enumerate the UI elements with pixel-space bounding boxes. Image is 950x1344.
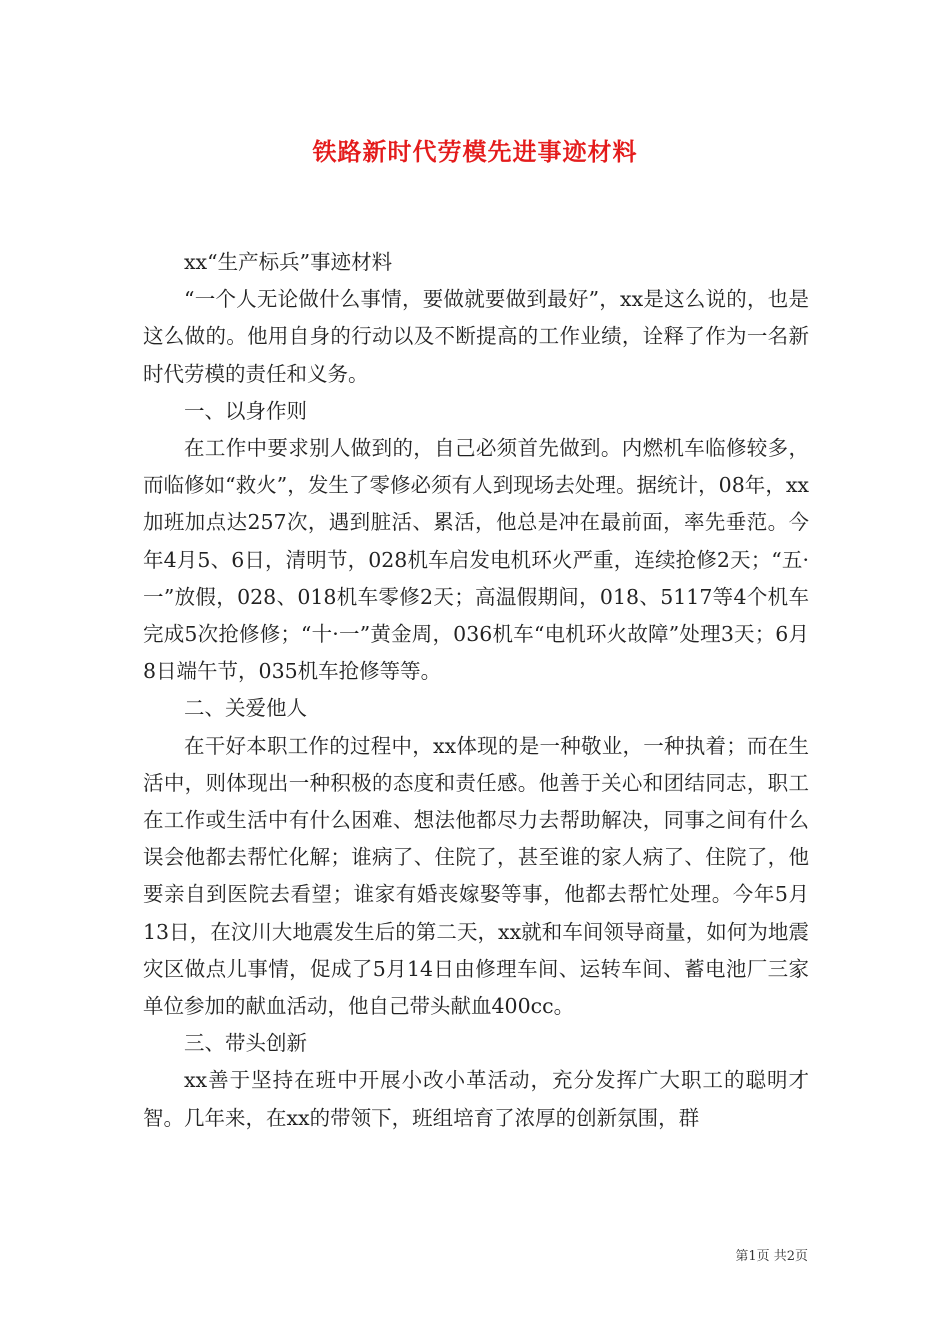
- document-title: 铁路新时代劳模先进事迹材料: [312, 137, 638, 166]
- paragraph: 在工作中要求别人做到的，自己必须首先做到。内燃机车临修较多，而临修如“救火”，发生了零修必须有人到现场去处理。据统计，08年，xx加班加点达257次，遇到脏活、累活，他总是冲在最前面，率先垂范。今年4月5、6日，清明节，028机车启发电机环火严重，连续抢修2天；“五·一”放假，028、018机车零修2天；高温假期间，018、5117等4个机车完成5次抢修修；“十·一”黄金周，036机车“电机环火故障”处理3天；6月8日端午节，035机车抢修等等。: [143, 436, 809, 684]
- paragraph: 在干好本职工作的过程中，xx体现的是一种敬业，一种执着；而在生活中，则体现出一种积极的态度和责任感。他善于关心和团结同志，职工在工作或生活中有什么困难、想法他都尽力去帮助解决，同事之间有什么误会他都去帮忙化解；谁病了、住院了，甚至谁的家人病了、住院了，他要亲自到医院去看望；谁家有婚丧嫁娶等事，他都去帮忙处理。今年5月13日，在汶川大地震发生后的第二天，xx就和车间领导商量，如何为地震灾区做点儿事情，促成了5月14日由修理车间、运转车间、蓄电池厂三家单位参加的献血活动，他自己带头献血400cc。: [143, 733, 809, 1019]
- paragraph: “一个人无论做什么事情，要做就要做到最好”，xx是这么说的，也是这么做的。他用自身的行动以及不断提高的工作业绩，诠释了作为一名新时代劳模的责任和义务。: [143, 287, 809, 386]
- page-number: 第1页 共2页: [735, 1249, 808, 1264]
- paragraph: xx“生产标兵”事迹材料: [184, 250, 393, 274]
- section-heading: 二、关爱他人: [184, 696, 307, 721]
- section-heading: 一、以身作则: [184, 398, 307, 423]
- section-heading: 三、带头创新: [184, 1031, 307, 1056]
- document-body: [143, 244, 809, 1137]
- paragraph: xx善于坚持在班中开展小改小革活动，充分发挥广大职工的聪明才智。几年来，在xx的带领下，班组培育了浓厚的创新氛围，群: [143, 1068, 809, 1130]
